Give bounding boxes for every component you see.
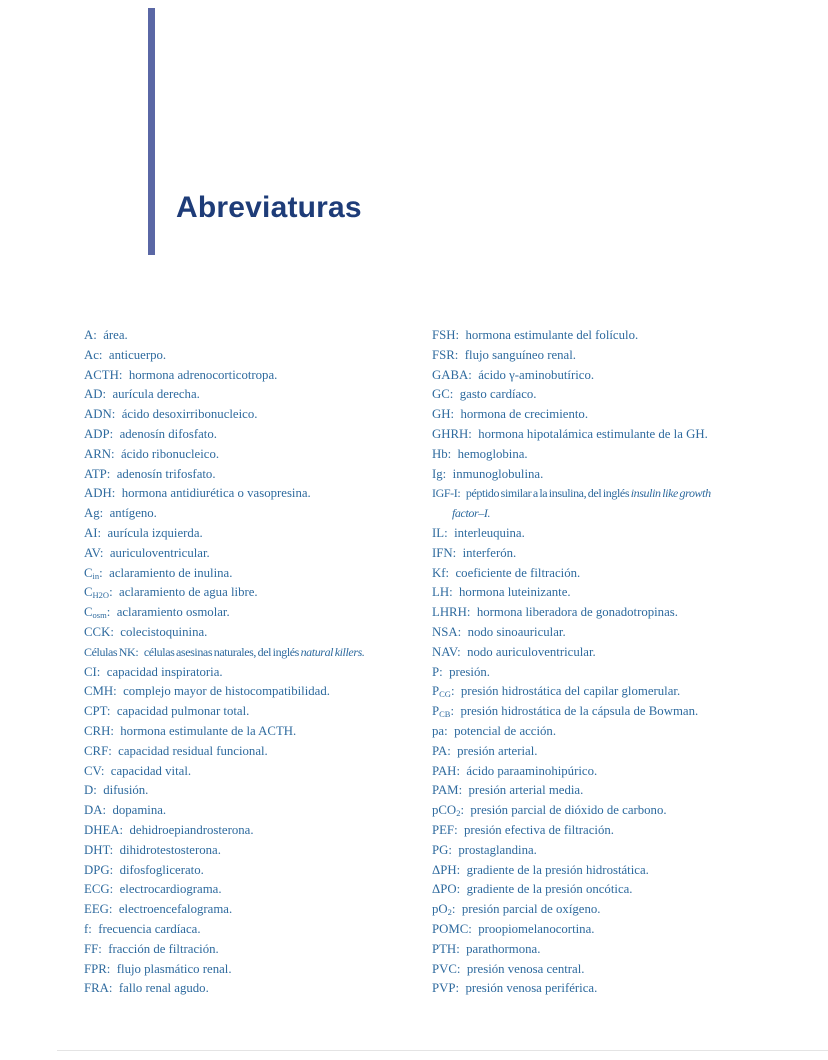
abbreviation-definition: péptido similar a la insulina, del inglés [465,486,631,501]
page-bottom-rule [57,1050,828,1051]
abbreviation-entry: ARN: ácido ribonucleico. [84,446,220,461]
abbreviation-entry: ADN: ácido desoxirribonucleico. [84,407,258,422]
abbreviation-term: LH [432,585,450,600]
abbreviation-entry: Ig: inmunoglobulina. [432,466,544,481]
abbreviation-term: NSA [432,624,458,639]
abbreviation-term: FPR [84,961,107,976]
abbreviation-definition-foreign-term: natural killers. [300,644,365,659]
abbreviation-definition: aurícula izquierda. [107,525,203,540]
abbreviation-definition: aclaramiento de inulina. [109,565,233,580]
abbreviation-definition: hormona antidiurética o vasopresina. [121,486,311,501]
abbreviation-definition: ácido desoxirribonucleico. [121,407,258,422]
abbreviation-term: P [432,664,440,679]
abbreviation-term: ΔPH [432,862,457,877]
abbreviation-entry: $P_{CG}$: presión hidrostática del capilar glomerular. [432,684,681,700]
abbreviation-subscript: CB [439,709,451,720]
abbreviation-definition: capacidad residual funcional. [118,743,268,758]
abbreviation-definition: presión arterial media. [468,783,584,798]
abbreviation-entry: pa: potencial de acción. [432,723,557,738]
abbreviation-entry: GABA: ácido γ-aminobutírico. [432,367,595,382]
abbreviation-definition: prostaglandina. [458,842,537,857]
abbreviation-definition: fracción de filtración. [108,941,219,956]
abbreviation-term: f [84,921,89,936]
abbreviation-entry: PTH: parathormona. [432,941,541,956]
abbreviation-term: ADP [84,426,110,441]
title-accent-bar [148,8,155,255]
abbreviation-term: PG [432,842,449,857]
abbreviation-term: ADN [84,407,112,422]
abbreviation-entry: PAH: ácido paraaminohipúrico. [432,763,598,778]
abbreviation-entry: PA: presión arterial. [432,743,538,758]
abbreviation-entry: CI: capacidad inspiratoria. [84,664,223,679]
abbreviation-definition: aclaramiento de agua libre. [119,585,258,600]
abbreviation-entry: GHRH: hormona hipotalámica estimulante de la GH. [432,426,708,441]
abbreviation-term: pO [432,902,448,917]
abbreviation-entry: CPT: capacidad pulmonar total. [84,704,250,719]
abbreviation-definition-foreign-term-continued: factor–I. [452,506,491,521]
abbreviation-term: IL [432,525,445,540]
abbreviation-definition: nodo sinoauricular. [467,624,566,639]
abbreviation-definition: ácido γ-aminobutírico. [478,367,595,382]
abbreviation-definition: hormona luteinizante. [459,585,571,600]
abbreviation-entry: pCO$_2$: presión parcial de dióxido de carbono. [432,803,667,819]
abbreviation-entry: ECG: electrocardiograma. [84,882,222,897]
abbreviation-term: EEG [84,902,109,917]
abbreviation-entry: GC: gasto cardíaco. [432,387,537,402]
abbreviation-term: DHEA [84,822,120,837]
abbreviation-definition: proopiomelanocortina. [478,921,595,936]
abbreviation-definition: auriculoventricular. [109,545,210,560]
abbreviation-term: D [84,783,94,798]
abbreviation-entry: NAV: nodo auriculoventricular. [432,644,596,659]
abbreviation-entry: IGF-I: péptido similar a la insulina, del inglés insulin like growth factor–I. [432,486,711,521]
abbreviation-definition: presión venosa central. [466,961,585,976]
abbreviation-term: AI [84,525,98,540]
abbreviation-definition: capacidad vital. [110,763,192,778]
abbreviation-definition: nodo auriculoventricular. [467,644,596,659]
abbreviation-term: ATP [84,466,107,481]
abbreviation-term: CI [84,664,97,679]
abbreviation-entry: $C_{H2O}$: aclaramiento de agua libre. [84,585,258,601]
abbreviation-definition: parathormona. [466,941,541,956]
abbreviation-entry: $C_{in}$: aclaramiento de inulina. [84,565,233,581]
abbreviation-definition: inmunoglobulina. [452,466,544,481]
abbreviation-term: GH [432,407,451,422]
abbreviation-term: NAV [432,644,458,659]
abbreviation-definition: presión venosa periférica. [465,981,598,996]
abbreviation-term: FF [84,941,99,956]
abbreviation-definition: electroencefalograma. [118,902,233,917]
abbreviation-term: C [84,585,93,600]
abbreviation-definition: gradiente de la presión oncótica. [466,882,633,897]
abbreviation-entry: Ac: anticuerpo. [84,347,167,362]
abbreviation-definition: adenosín difosfato. [119,426,217,441]
abbreviation-term: AD [84,387,103,402]
abbreviation-definition: potencial de acción. [454,723,557,738]
abbreviation-entry: FF: fracción de filtración. [84,941,219,956]
abbreviation-entry: EEG: electroencefalograma. [84,902,233,917]
abbreviation-definition: hormona liberadora de gonadotropinas. [476,605,678,620]
abbreviation-entry: D: difusión. [84,783,149,798]
abbreviation-definition: aurícula derecha. [112,387,200,402]
abbreviation-entry: PG: prostaglandina. [432,842,537,857]
abbreviation-definition: hormona de crecimiento. [460,407,589,422]
abbreviation-term: IFN [432,545,453,560]
abbreviation-subscript: 2 [447,907,452,918]
abbreviation-definition: ácido ribonucleico. [121,446,220,461]
abbreviation-definition-foreign-term: insulin like growth [630,486,711,501]
abbreviation-entry: PVC: presión venosa central. [432,961,585,976]
abbreviation-entry: LH: hormona luteinizante. [432,585,571,600]
abbreviation-definition: gasto cardíaco. [459,387,537,402]
abbreviation-entry: AD: aurícula derecha. [84,387,200,402]
abbreviation-term: PEF [432,822,455,837]
abbreviation-definition: antígeno. [109,506,157,521]
abbreviation-entry: Hb: hemoglobina. [432,446,528,461]
abbreviation-entry: DHT: dihidrotestosterona. [84,842,221,857]
abbreviation-term: FSH [432,328,456,342]
abbreviation-term: CCK [84,624,111,639]
abbreviation-entry: Células NK: células asesinas naturales, del inglés natural killers. [84,644,365,659]
abbreviation-entry: FPR: flujo plasmático renal. [84,961,232,976]
abbreviation-definition: presión arterial. [457,743,538,758]
page-title: Abreviaturas [176,191,362,224]
abbreviation-subscript: CG [439,689,451,700]
abbreviation-entry: GH: hormona de crecimiento. [432,407,589,422]
abbreviation-term: PA [432,743,448,758]
abbreviation-term: POMC [432,921,469,936]
abbreviation-entry: ADP: adenosín difosfato. [84,426,217,441]
abbreviation-term: pa [432,723,445,738]
abbreviation-term: ACTH [84,367,119,382]
abbreviation-entry: PEF: presión efectiva de filtración. [432,822,614,837]
abbreviation-definition: hemoglobina. [457,446,528,461]
abbreviation-definition: coeficiente de filtración. [455,565,581,580]
abbreviation-column-right [432,326,792,999]
abbreviation-term: GHRH [432,426,469,441]
abbreviation-term: DHT [84,842,110,857]
abbreviation-entry: AV: auriculoventricular. [84,545,210,560]
abbreviation-entry: DHEA: dehidroepiandrosterona. [84,822,254,837]
abbreviation-term: ECG [84,882,110,897]
abbreviation-definition: presión hidrostática del capilar glomerular. [460,684,681,699]
abbreviation-definition: adenosín trifosfato. [116,466,216,481]
abbreviation-term: DA [84,803,103,818]
abbreviation-term: PTH [432,941,457,956]
abbreviation-definition: anticuerpo. [108,347,167,362]
abbreviation-term: P [432,704,440,719]
abbreviation-definition: difusión. [103,783,149,798]
abbreviation-entry: ACTH: hormona adrenocorticotropa. [84,367,278,382]
abbreviation-definition: aclaramiento osmolar. [116,605,230,620]
abbreviation-definition: frecuencia cardíaca. [98,921,201,936]
abbreviation-definition: ácido paraaminohipúrico. [466,763,598,778]
abbreviation-definition: colecistoquinina. [120,624,208,639]
abbreviation-term: PAM [432,783,459,798]
abbreviation-entry: ΔPH: gradiente de la presión hidrostática. [432,862,649,877]
abbreviation-definition: células asesinas naturales, del inglés [143,644,301,659]
abbreviation-definition: presión parcial de oxígeno. [461,902,601,917]
abbreviation-term: Ag [84,506,100,521]
abbreviation-entry: DA: dopamina. [84,803,167,818]
abbreviation-entry: ADH: hormona antidiurética o vasopresina. [84,486,311,501]
abbreviation-term: P [432,684,440,699]
abbreviation-entry: IL: interleuquina. [432,525,525,540]
abbreviation-definition: gradiente de la presión hidrostática. [466,862,649,877]
abbreviation-term: CPT [84,704,107,719]
abbreviation-definition: presión parcial de dióxido de carbono. [470,803,667,818]
abbreviation-term: FRA [84,981,109,996]
abbreviation-term: FSR [432,347,455,362]
abbreviation-definition: fallo renal agudo. [118,981,209,996]
abbreviation-definition: área. [103,328,128,342]
abbreviation-subscript: H2O [92,590,110,601]
abbreviation-term: DPG [84,862,110,877]
abbreviation-term: IGF-I [432,486,458,501]
abbreviation-term: LHRH [432,605,467,620]
abbreviation-term: C [84,565,93,580]
abbreviation-definition: interferón. [462,545,517,560]
abbreviation-term: GABA [432,367,469,382]
abbreviation-definition: hormona estimulante de la ACTH. [120,723,297,738]
abbreviation-term: PVC [432,961,457,976]
abbreviation-entry: NSA: nodo sinoauricular. [432,624,566,639]
abbreviation-entry: FRA: fallo renal agudo. [84,981,209,996]
abbreviation-definition: hormona adrenocorticotropa. [128,367,278,382]
abbreviation-entry: PAM: presión arterial media. [432,783,584,798]
abbreviation-term: ADH [84,486,112,501]
abbreviation-definition: complejo mayor de histocompatibilidad. [123,684,330,699]
abbreviation-entry: POMC: proopiomelanocortina. [432,921,595,936]
abbreviation-entry: AI: aurícula izquierda. [84,525,203,540]
abbreviation-list [84,326,792,999]
abbreviation-term: CRF [84,743,109,758]
abbreviation-definition: electrocardiograma. [119,882,222,897]
abbreviation-entry: f: frecuencia cardíaca. [84,921,201,936]
abbreviation-definition: presión efectiva de filtración. [464,822,614,837]
abbreviation-entry: CCK: colecistoquinina. [84,624,208,639]
abbreviation-entry: CV: capacidad vital. [84,763,192,778]
abbreviation-entry: DPG: difosfoglicerato. [84,862,204,877]
abbreviation-entry: ΔPO: gradiente de la presión oncótica. [432,882,633,897]
abbreviation-term: CV [84,763,101,778]
abbreviation-definition: flujo sanguíneo renal. [464,347,576,362]
abbreviation-definition: hormona hipotalámica estimulante de la GH. [478,426,708,441]
abbreviation-term: C [84,605,93,620]
abbreviation-definition: capacidad inspiratoria. [106,664,223,679]
abbreviation-entry: FSR: flujo sanguíneo renal. [432,347,576,362]
abbreviation-entry: A: área. [84,328,128,342]
abbreviation-entry: $C_{osm}$: aclaramiento osmolar. [84,605,230,621]
abbreviation-term: Ac [84,347,99,362]
abbreviation-definition: presión hidrostática de la cápsula de Bowman. [460,704,699,719]
abbreviation-definition: capacidad pulmonar total. [116,704,250,719]
abbreviation-subscript: 2 [456,808,461,819]
abbreviation-definition: dehidroepiandrosterona. [129,822,254,837]
abbreviation-term: CMH [84,684,114,699]
abbreviation-column-left [84,326,432,999]
abbreviation-definition: difosfoglicerato. [119,862,204,877]
abbreviation-subscript: in [92,570,100,581]
abbreviation-term: CRH [84,723,111,738]
abbreviation-entry: CRH: hormona estimulante de la ACTH. [84,723,297,738]
abbreviation-term: Hb [432,446,448,461]
abbreviation-entry: P: presión. [432,664,490,679]
abbreviation-entry: IFN: interferón. [432,545,517,560]
abbreviation-entry: Kf: coeficiente de filtración. [432,565,581,580]
abbreviation-term: Ig [432,466,443,481]
abbreviation-entry: CRF: capacidad residual funcional. [84,743,268,758]
abbreviation-term: PVP [432,981,456,996]
abbreviation-definition: hormona estimulante del folículo. [465,328,639,342]
abbreviation-term: ARN [84,446,112,461]
abbreviation-definition: flujo plasmático renal. [116,961,232,976]
abbreviation-definition: presión. [449,664,490,679]
abbreviation-entry: ATP: adenosín trifosfato. [84,466,216,481]
abbreviation-term: Kf [432,565,446,580]
abbreviation-term: PAH [432,763,457,778]
abbreviation-term: Células NK [84,644,136,659]
abbreviation-subscript: osm [92,610,107,621]
abbreviation-term: GC [432,387,450,402]
abbreviation-term: pCO [432,803,457,818]
abbreviation-entry: CMH: complejo mayor de histocompatibilidad. [84,684,330,699]
abbreviation-entry: $P_{CB}$: presión hidrostática de la cápsula de Bowman. [432,704,699,720]
abbreviation-definition: interleuquina. [454,525,525,540]
abbreviation-term: A [84,328,94,342]
abbreviation-term: ΔPO [432,882,457,897]
abbreviation-entry: $pO_2$: presión parcial de oxígeno. [432,902,601,918]
abbreviation-entry: Ag: antígeno. [84,506,157,521]
abbreviation-definition: dihidrotestosterona. [119,842,221,857]
abbreviation-entry: FSH: hormona estimulante del folículo. [432,328,639,342]
abbreviation-entry: PVP: presión venosa periférica. [432,981,598,996]
abbreviation-definition: dopamina. [112,803,167,818]
abbreviation-term: AV [84,545,100,560]
abbreviation-entry: LHRH: hormona liberadora de gonadotropinas. [432,605,678,620]
